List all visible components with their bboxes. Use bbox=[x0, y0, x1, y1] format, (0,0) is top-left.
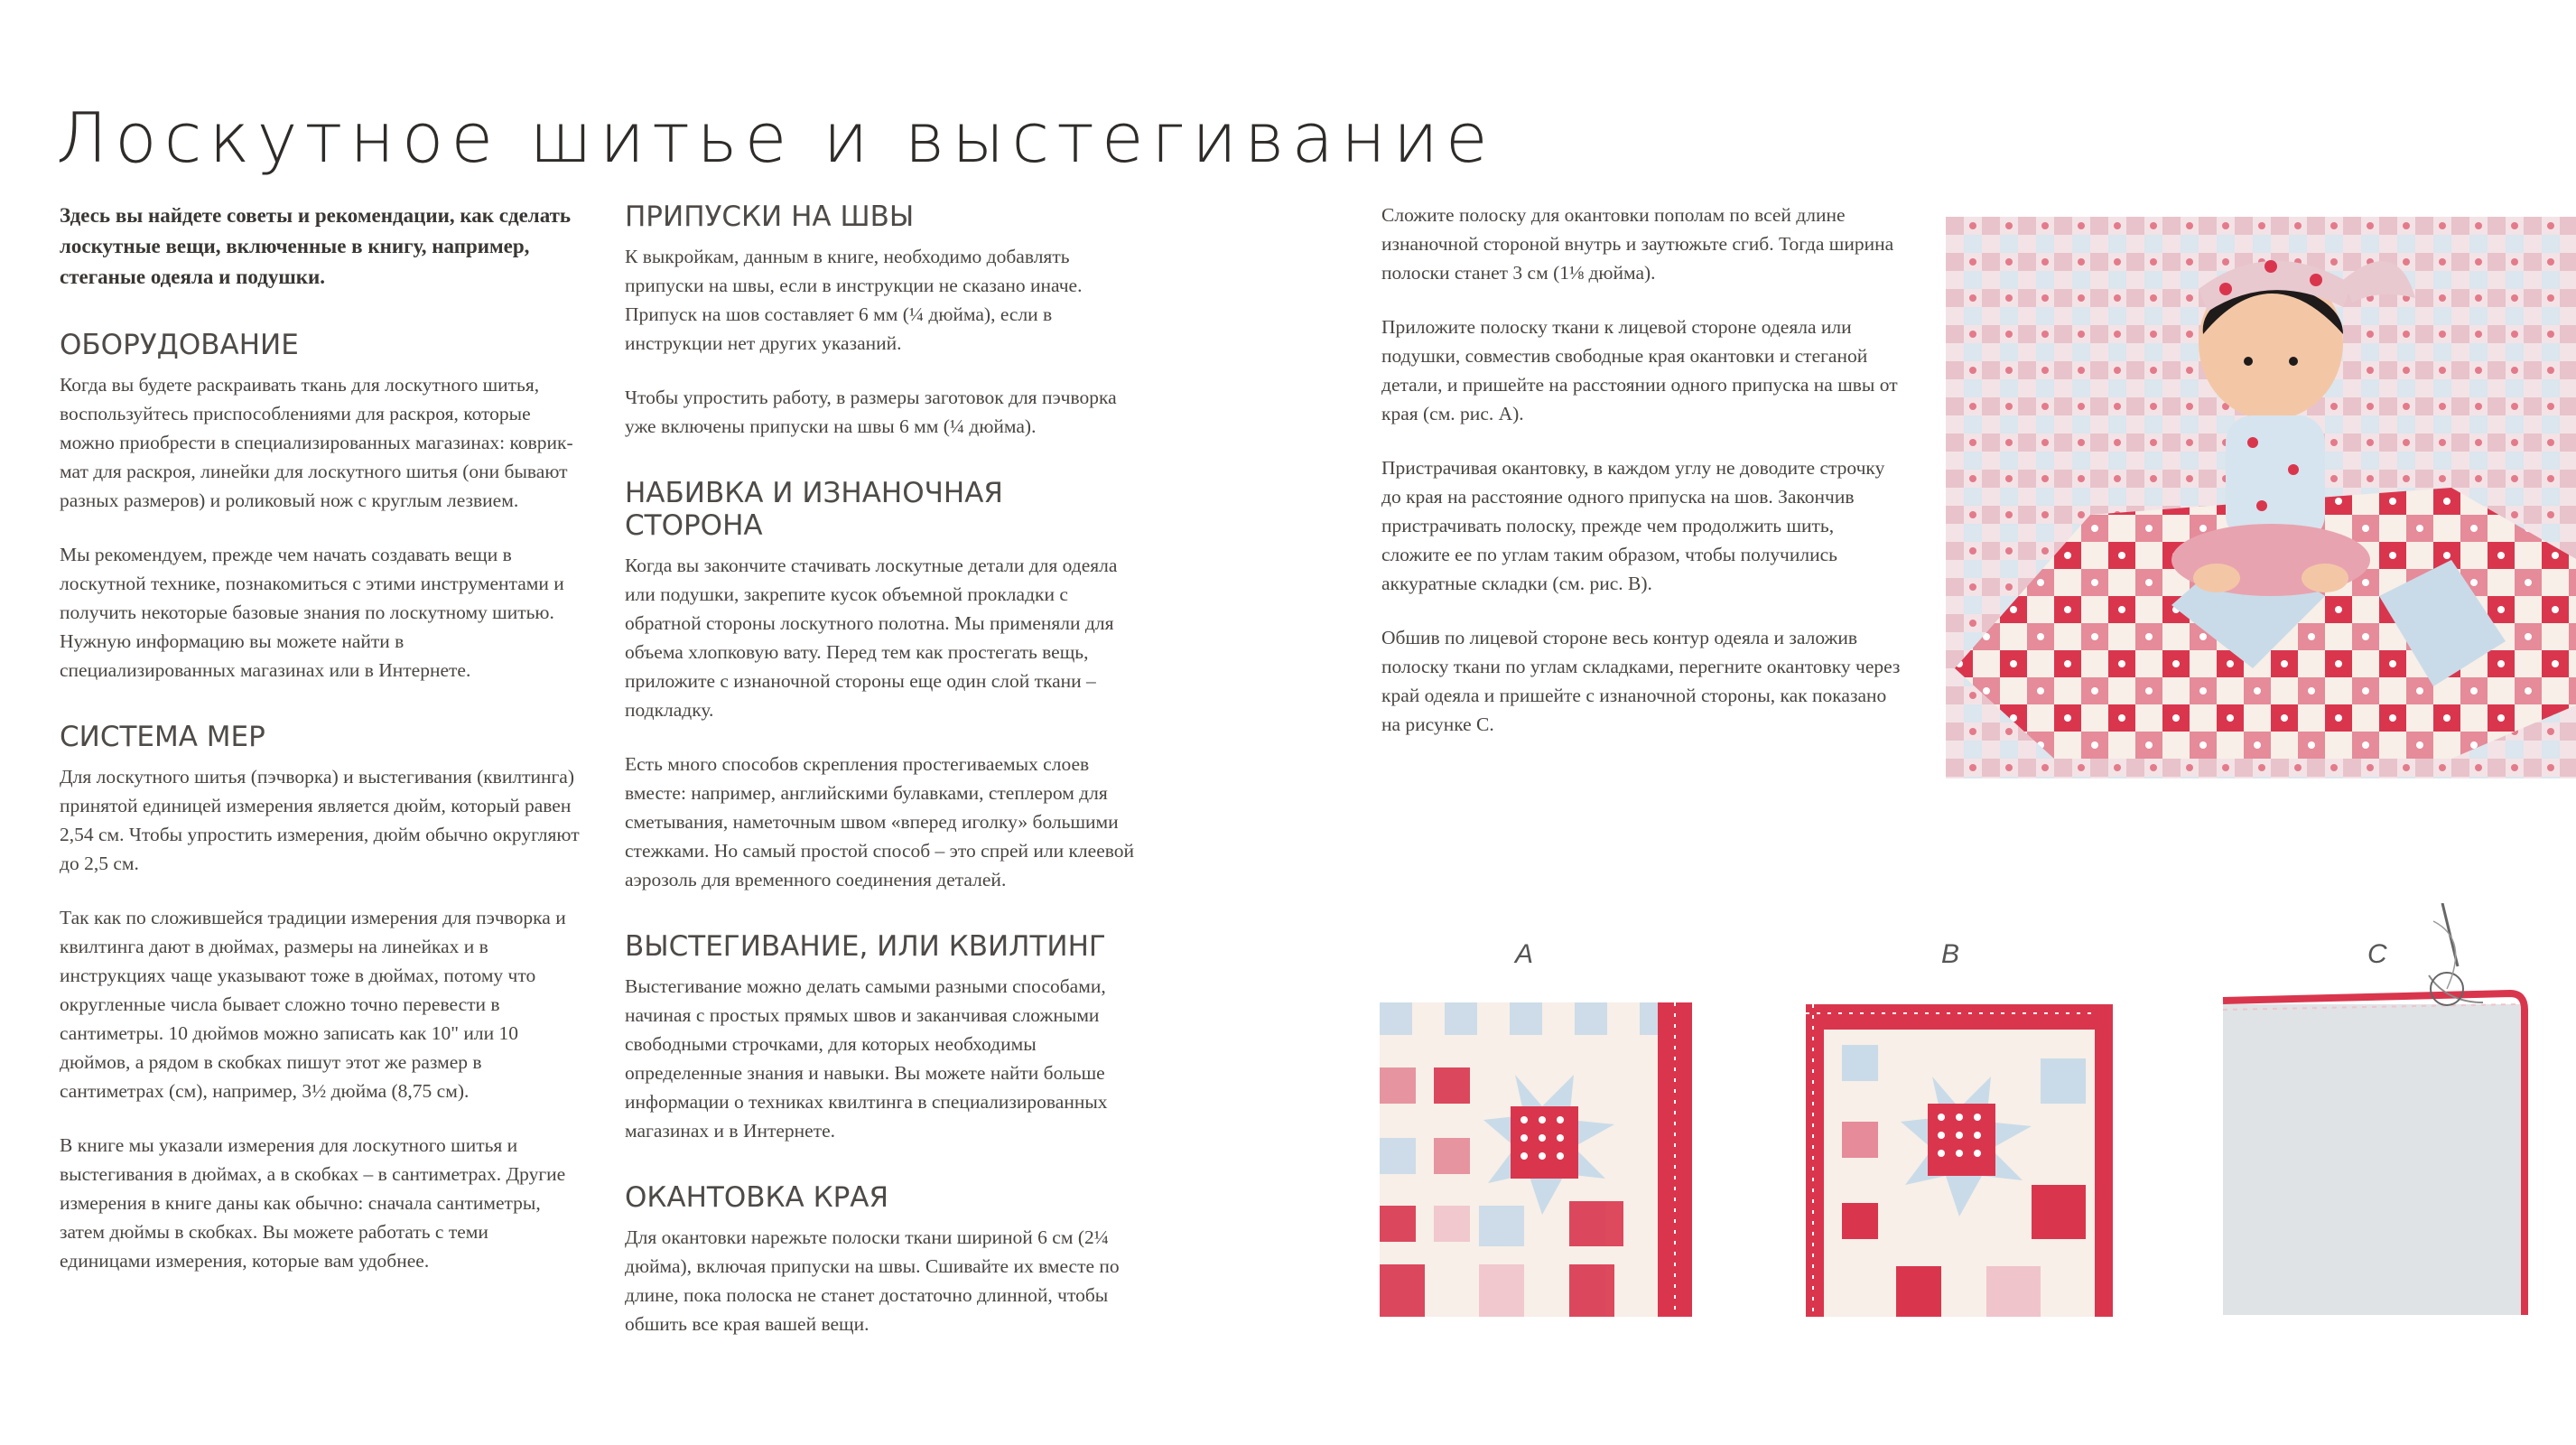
paragraph: К выкройкам, данным в книге, необходимо добавлять припуски на швы, если в инструкции не сказано иначе. Припуск на шов составляет 6 мм (¼ дюйма), если в инструкции нет других указаний. bbox=[625, 246, 1083, 354]
page-title: Лоскутное шитье и выстегивание bbox=[56, 98, 1495, 178]
intro-text: Здесь вы найдете советы и рекомендации, как сделать лоскутные вещи, включенные в книгу, например, стеганые одеяла и подушки. bbox=[60, 204, 572, 288]
diagram-a bbox=[1380, 1002, 1692, 1317]
paragraph: Для лоскутного шитья (пэчворка) и выстегивания (квилтинга) принятой единицей измерения является дюйм, который равен 2,54 см. Чтобы упростить измерения, дюйм обычно округляют до 2,5 см. bbox=[60, 766, 580, 874]
heading-seam-allowance: ПРИПУСКИ НА ШВЫ bbox=[625, 200, 915, 233]
paragraph: Есть много способов скрепления простегиваемых слоев вместе: например, английскими булавками, степлером для сметывания, наметочным швом «вперед иголку» большими стежками. Но самый простой способ – это спрей или клеевой аэрозоль для временного соединения деталей. bbox=[625, 753, 1135, 890]
paragraph: Приложите полоску ткани к лицевой стороне одеяла или подушки, совместив свободные края окантовки и стеганой детали, и пришейте на расстоянии одного припуска на швы от края (см. рис. A). bbox=[1381, 316, 1898, 424]
heading-padding: НАБИВКА И ИЗНАНОЧНАЯ СТОРОНА bbox=[625, 477, 1003, 542]
paragraph: Для окантовки нарежьте полоски ткани шириной 6 см (2¼ дюйма), включая припуски на швы. Сшивайте их вместе по длине, пока полоска не станет достаточно длинной, чтобы обшить все края вашей вещи. bbox=[625, 1226, 1120, 1335]
column-1 bbox=[60, 200, 583, 1300]
diagram-label-a: A bbox=[1515, 939, 1534, 969]
heading-measure-system: СИСТЕМА МЕР bbox=[60, 721, 265, 753]
paragraph: Когда вы будете раскраивать ткань для лоскутного шитья, воспользуйтесь приспособлениями для раскроя, которые можно приобрести в специализированных магазинах: коврик-мат для раскроя, линейки для лоскутного шитья (они бывают разных размеров) и роликовый нож с круглым лезвием. bbox=[60, 374, 573, 511]
paragraph: Мы рекомендуем, прежде чем начать создавать вещи в лоскутной технике, познакомиться с этими инструментами и получить некоторые базовые знания по лоскутному шитью. Нужную информацию вы можете найти в специализированных магазинах или в Интернете. bbox=[60, 544, 564, 681]
paragraph: Так как по сложившейся традиции измерения для пэчворка и квилтинга дают в дюймах, размеры на линейках и в инструкциях чаще указывают тоже в дюймах, потому что округленные числа бывает сложно точно перевести в сантиметры. 10 дюймов можно записать как 10" или 10 дюймов, а рядом в скобках пишут этот же размер в сантиметрах (см), например, 3½ дюйма (8,75 см). bbox=[60, 907, 566, 1102]
column-2 bbox=[625, 200, 1149, 1364]
paragraph: Выстегивание можно делать самыми разными способами, начиная с простых прямых швов и заканчивая сложными свободными строчками, для которых необходимы определенные знания и навыки. Вы можете найти больше информации о техниках квилтинга в специализированных магазинах и в Интернете. bbox=[625, 975, 1108, 1142]
diagram-label-b: B bbox=[1941, 939, 1960, 969]
doll-pillow-photo bbox=[1946, 217, 2576, 778]
paragraph: Чтобы упростить работу, в размеры заготовок для пэчворка уже включены припуски на швы 6 мм (¼ дюйма). bbox=[625, 387, 1117, 437]
heading-quilting: ВЫСТЕГИВАНИЕ, ИЛИ КВИЛТИНГ bbox=[625, 930, 1106, 963]
diagram-c bbox=[2221, 903, 2528, 1319]
paragraph: В книге мы указали измерения для лоскутного шитья и выстегивания в дюймах, а в скобках – в сантиметрах. Другие измерения в книге даны как обычно: сначала сантиметры, затем дюймы в скобках. Вы можете работать с теми единицами измерения, которые вам удобнее. bbox=[60, 1134, 566, 1272]
heading-equipment: ОБОРУДОВАНИЕ bbox=[60, 329, 299, 361]
paragraph: Пристрачивая окантовку, в каждом углу не доводите строчку до края на расстояние одного припуска на шов. Закончив пристрачивать полоску, прежде чем продолжить шить, сложите ее по углам таким образом, чтобы получились аккуратные складки (см. рис. B). bbox=[1381, 457, 1885, 594]
paragraph: Обшив по лицевой стороне весь контур одеяла и заложив полоску ткани по углам складками, перегните окантовку через край одеяла и пришейте с изнаночной стороны, как показано на рисунке C. bbox=[1381, 627, 1901, 735]
paragraph: Когда вы закончите стачивать лоскутные детали для одеяла или подушки, закрепите кусок объемной прокладки с обратной стороны лоскутного полотна. Мы применяли для объема хлопковую вату. Перед тем как простегать вещь, приложите с изнаночной стороны еще один слой ткани – подкладку. bbox=[625, 555, 1118, 721]
diagram-label-c: C bbox=[2367, 939, 2387, 969]
paragraph: Сложите полоску для окантовки пополам по всей длине изнаночной стороной внутрь и заутюжьте сгиб. Тогда ширина полоски станет 3 см (1⅛ дюйма). bbox=[1381, 204, 1894, 284]
heading-binding: ОКАНТОВКА КРАЯ bbox=[625, 1181, 889, 1214]
diagram-b bbox=[1806, 1004, 2113, 1317]
column-3 bbox=[1381, 200, 1905, 764]
